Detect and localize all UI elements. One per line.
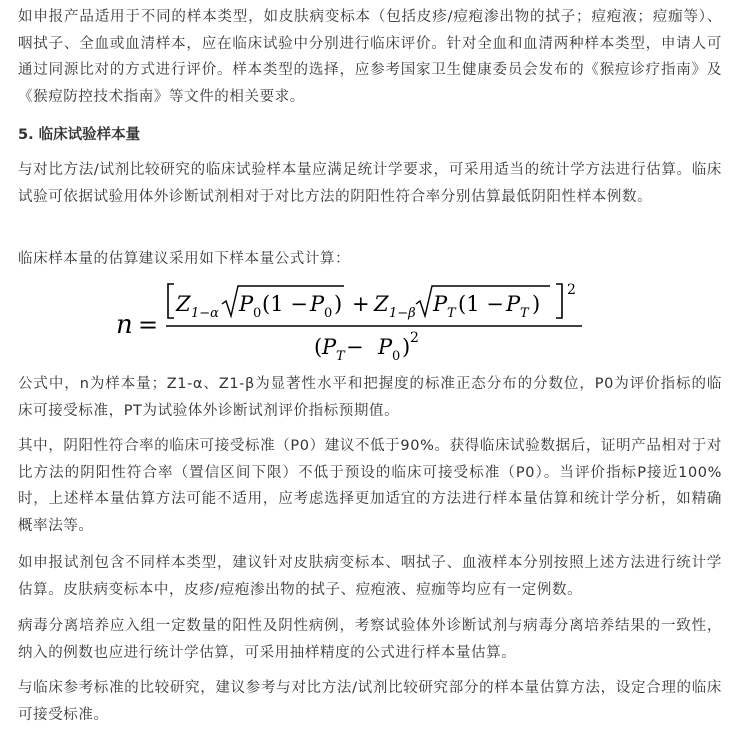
formula-den-p0-subscript: 0: [392, 349, 401, 364]
formula-one-minus-1: (1 −: [262, 292, 308, 316]
formula-pt-inner-subscript: T: [520, 306, 529, 321]
formula-den-pt-subscript: T: [336, 349, 345, 364]
formula-plus: +: [352, 292, 370, 316]
paragraph-virus-culture: 病毒分离培养应入组一定数量的阳性及阴性病例，考察试验体外诊断试剂与病毒分离培养结果的一致性，纳入的例数也应进行统计学估算，可采用抽样精度的公式进行样本量估算。: [18, 618, 722, 661]
formula-p0-inner: P: [310, 292, 325, 316]
formula-den-p0: P: [378, 335, 393, 359]
paragraph-formula-legend: 公式中，n为样本量；Z1-α、Z1-β为显著性水平和把握度的标准正态分布的分数位，P0为评价指标的临床可接受标准，PT为试验体外诊断试剂评价指标预期值。: [18, 376, 722, 419]
formula-den-minus: −: [346, 335, 364, 359]
formula-den-open: (: [314, 335, 323, 359]
formula-p0: P: [239, 292, 254, 316]
formula-pt-inner: P: [506, 292, 521, 316]
formula-z-alpha-subscript: 1−α: [191, 306, 219, 321]
formula-den-close: ): [402, 335, 411, 359]
formula-pt: P: [433, 292, 448, 316]
formula-close-1: ): [334, 292, 343, 316]
paragraph-acceptance-criteria: 其中，阴阳性符合率的临床可接受标准（P0）建议不低于90%。获得临床试验数据后，证明产品相对于对比方法的阴阳性符合率（置信区间下限）不低于预设的临床可接受标准（P0）。当评价指标P接近100%时，上述样本量估算方法可能不适用，应考虑选择更加适宜的方法进行样本量估算和统计学分析，如精确概率法等。: [18, 438, 722, 534]
sample-size-formula: [112, 278, 592, 368]
formula-exponent-numerator: 2: [567, 282, 576, 298]
paragraph-formula-intro: 临床样本量的估算建议采用如下样本量公式计算：: [18, 251, 351, 267]
formula-p0-subscript: 0: [253, 306, 262, 321]
formula-equals: =: [138, 311, 159, 339]
section-heading-sample-size: 5. 临床试验样本量: [18, 127, 141, 143]
formula-n: n: [116, 310, 133, 340]
formula-p0-inner-subscript: 0: [324, 306, 333, 321]
formula-left-bracket: [168, 284, 174, 318]
paragraph-sample-types: 如申报产品适用于不同的样本类型，如皮肤病变标本（包括皮疹/痘疱渗出物的拭子；痘疱液；痘痂等）、咽拭子、全血或血清样本，应在临床试验中分别进行临床评价。针对全血和血清两种样本类型，申请人可通过同源比对的方式进行评价。样本类型的选择，应参考国家卫生健康委员会发布的《猴痘诊疗指南》及《猴痘防控技术指南》等文件的相关要求。: [18, 9, 722, 105]
formula-den-pt: P: [322, 335, 337, 359]
formula-z-beta-subscript: 1−β: [389, 306, 416, 321]
formula-close-2: ): [532, 292, 541, 316]
formula-pt-subscript: T: [447, 306, 456, 321]
formula-z-alpha: Z: [176, 292, 191, 316]
formula-svg: [112, 278, 592, 368]
paragraph-comparison-sample-size: 与对比方法/试剂比较研究的临床试验样本量应满足统计学要求，可采用适当的统计学方法进行估算。临床试验可依据试验用体外诊断试剂相对于对比方法的阴阳性符合率分别估算最低阴阳性样本例数。: [18, 162, 722, 205]
formula-exponent-denominator: 2: [410, 330, 419, 346]
formula-one-minus-2: (1 −: [458, 292, 504, 316]
paragraph-sample-type-estimation: 如申报试剂包含不同样本类型，建议针对皮肤病变标本、咽拭子、血液样本分别按照上述方法进行统计学估算。皮肤病变标本中，皮疹/痘疱渗出物的拭子、痘疱液、痘痂等均应有一定例数。: [18, 555, 722, 598]
paragraph-reference-standard: 与临床参考标准的比较研究，建议参考与对比方法/试剂比较研究部分的样本量估算方法，设定合理的临床可接受标准。: [18, 680, 722, 723]
formula-z-beta: Z: [374, 292, 389, 316]
formula-right-bracket: [556, 284, 562, 318]
